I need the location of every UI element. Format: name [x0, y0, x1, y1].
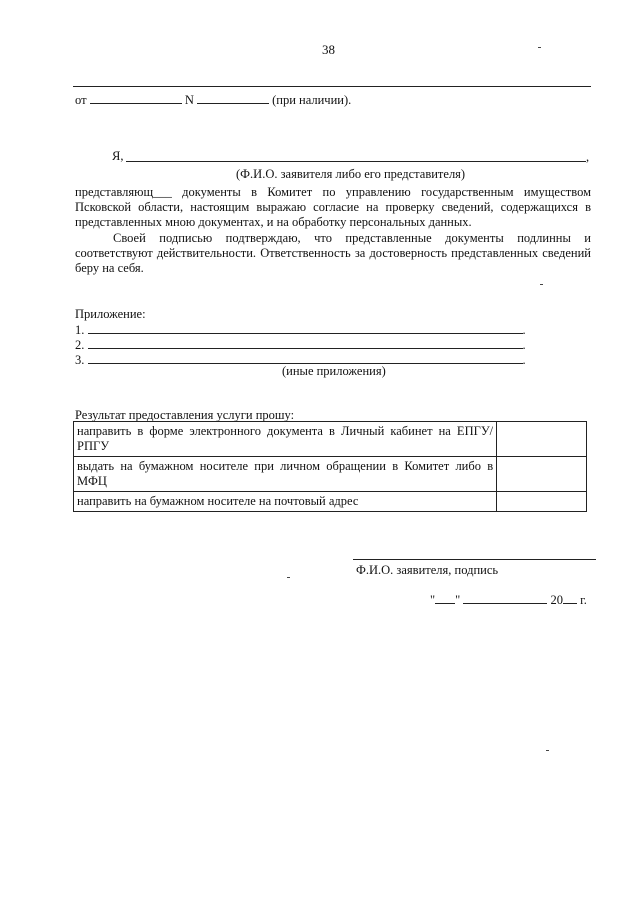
- date-line: [430, 592, 587, 608]
- scan-mark: [540, 284, 543, 285]
- scan-mark: [546, 750, 549, 751]
- table-row: [74, 457, 587, 492]
- table-row: [74, 492, 587, 512]
- date-quote-close: ": [455, 593, 461, 607]
- attachment-number: 1.: [75, 323, 85, 337]
- table-row: [74, 422, 587, 457]
- number-label: N: [184, 93, 194, 107]
- attachment-field[interactable]: [88, 322, 523, 334]
- date-suffix: г.: [580, 593, 587, 607]
- name-caption: (Ф.И.О. заявителя либо его представителя): [236, 167, 466, 181]
- date-field[interactable]: [90, 92, 182, 104]
- i-label: Я,: [112, 149, 124, 163]
- result-option-label: направить в форме электронного документа в Личный кабинет на ЕПГУ/РПГУ: [74, 422, 497, 457]
- number-field[interactable]: [197, 92, 269, 104]
- result-title: Результат предоставления услуги прошу:: [75, 408, 295, 422]
- result-option-checkbox[interactable]: [497, 422, 587, 457]
- date-day-field[interactable]: [435, 592, 455, 604]
- date-quote-open: ": [430, 593, 436, 607]
- attachment-number: 2.: [75, 338, 85, 352]
- date-year-field[interactable]: [563, 592, 577, 604]
- result-option-label: выдать на бумажном носителе при личном обращении в Комитет либо в МФЦ: [74, 457, 497, 492]
- attachment-number: 3.: [75, 353, 85, 367]
- signature-paragraph: Своей подписью подтверждаю, что представленные документы подлинны и соответствуют действительности. Ответственность за достоверность представленных сведений беру на себя.: [75, 231, 591, 275]
- date-century: 20: [550, 593, 563, 607]
- header-rule: [73, 86, 591, 87]
- date-month-field[interactable]: [463, 592, 547, 604]
- from-line: [75, 92, 351, 108]
- attachment-field[interactable]: [88, 337, 523, 349]
- name-field[interactable]: [126, 161, 586, 162]
- scan-mark: [287, 577, 290, 578]
- signature-field[interactable]: [353, 559, 596, 560]
- result-option-checkbox[interactable]: [497, 492, 587, 512]
- signature-caption: Ф.И.О. заявителя, подпись: [356, 563, 499, 577]
- attachment-field[interactable]: [88, 352, 523, 364]
- attachment-item-1: 1. .: [75, 323, 526, 337]
- attachment-item-2: 2. .: [75, 338, 526, 352]
- attachments-title: Приложение:: [75, 307, 146, 321]
- optional-note: (при наличии).: [272, 93, 352, 107]
- attachment-item-3: 3. .: [75, 353, 526, 367]
- result-option-label: направить на бумажном носителе на почтовый адрес: [74, 492, 497, 512]
- attachments-caption: (иные приложения): [282, 364, 386, 378]
- result-options-table: [73, 421, 587, 512]
- scan-mark: [538, 47, 541, 48]
- consent-paragraph: представляющ___ документы в Комитет по управлению государственным имуществом Псковской области, настоящим выражаю согласие на проверку сведений, содержащихся в представленных мною документах, и на обработку персональных данных.: [75, 185, 591, 229]
- result-option-checkbox[interactable]: [497, 457, 587, 492]
- from-label: от: [75, 93, 87, 107]
- name-comma: ,: [586, 150, 590, 164]
- page-number: 38: [322, 42, 335, 57]
